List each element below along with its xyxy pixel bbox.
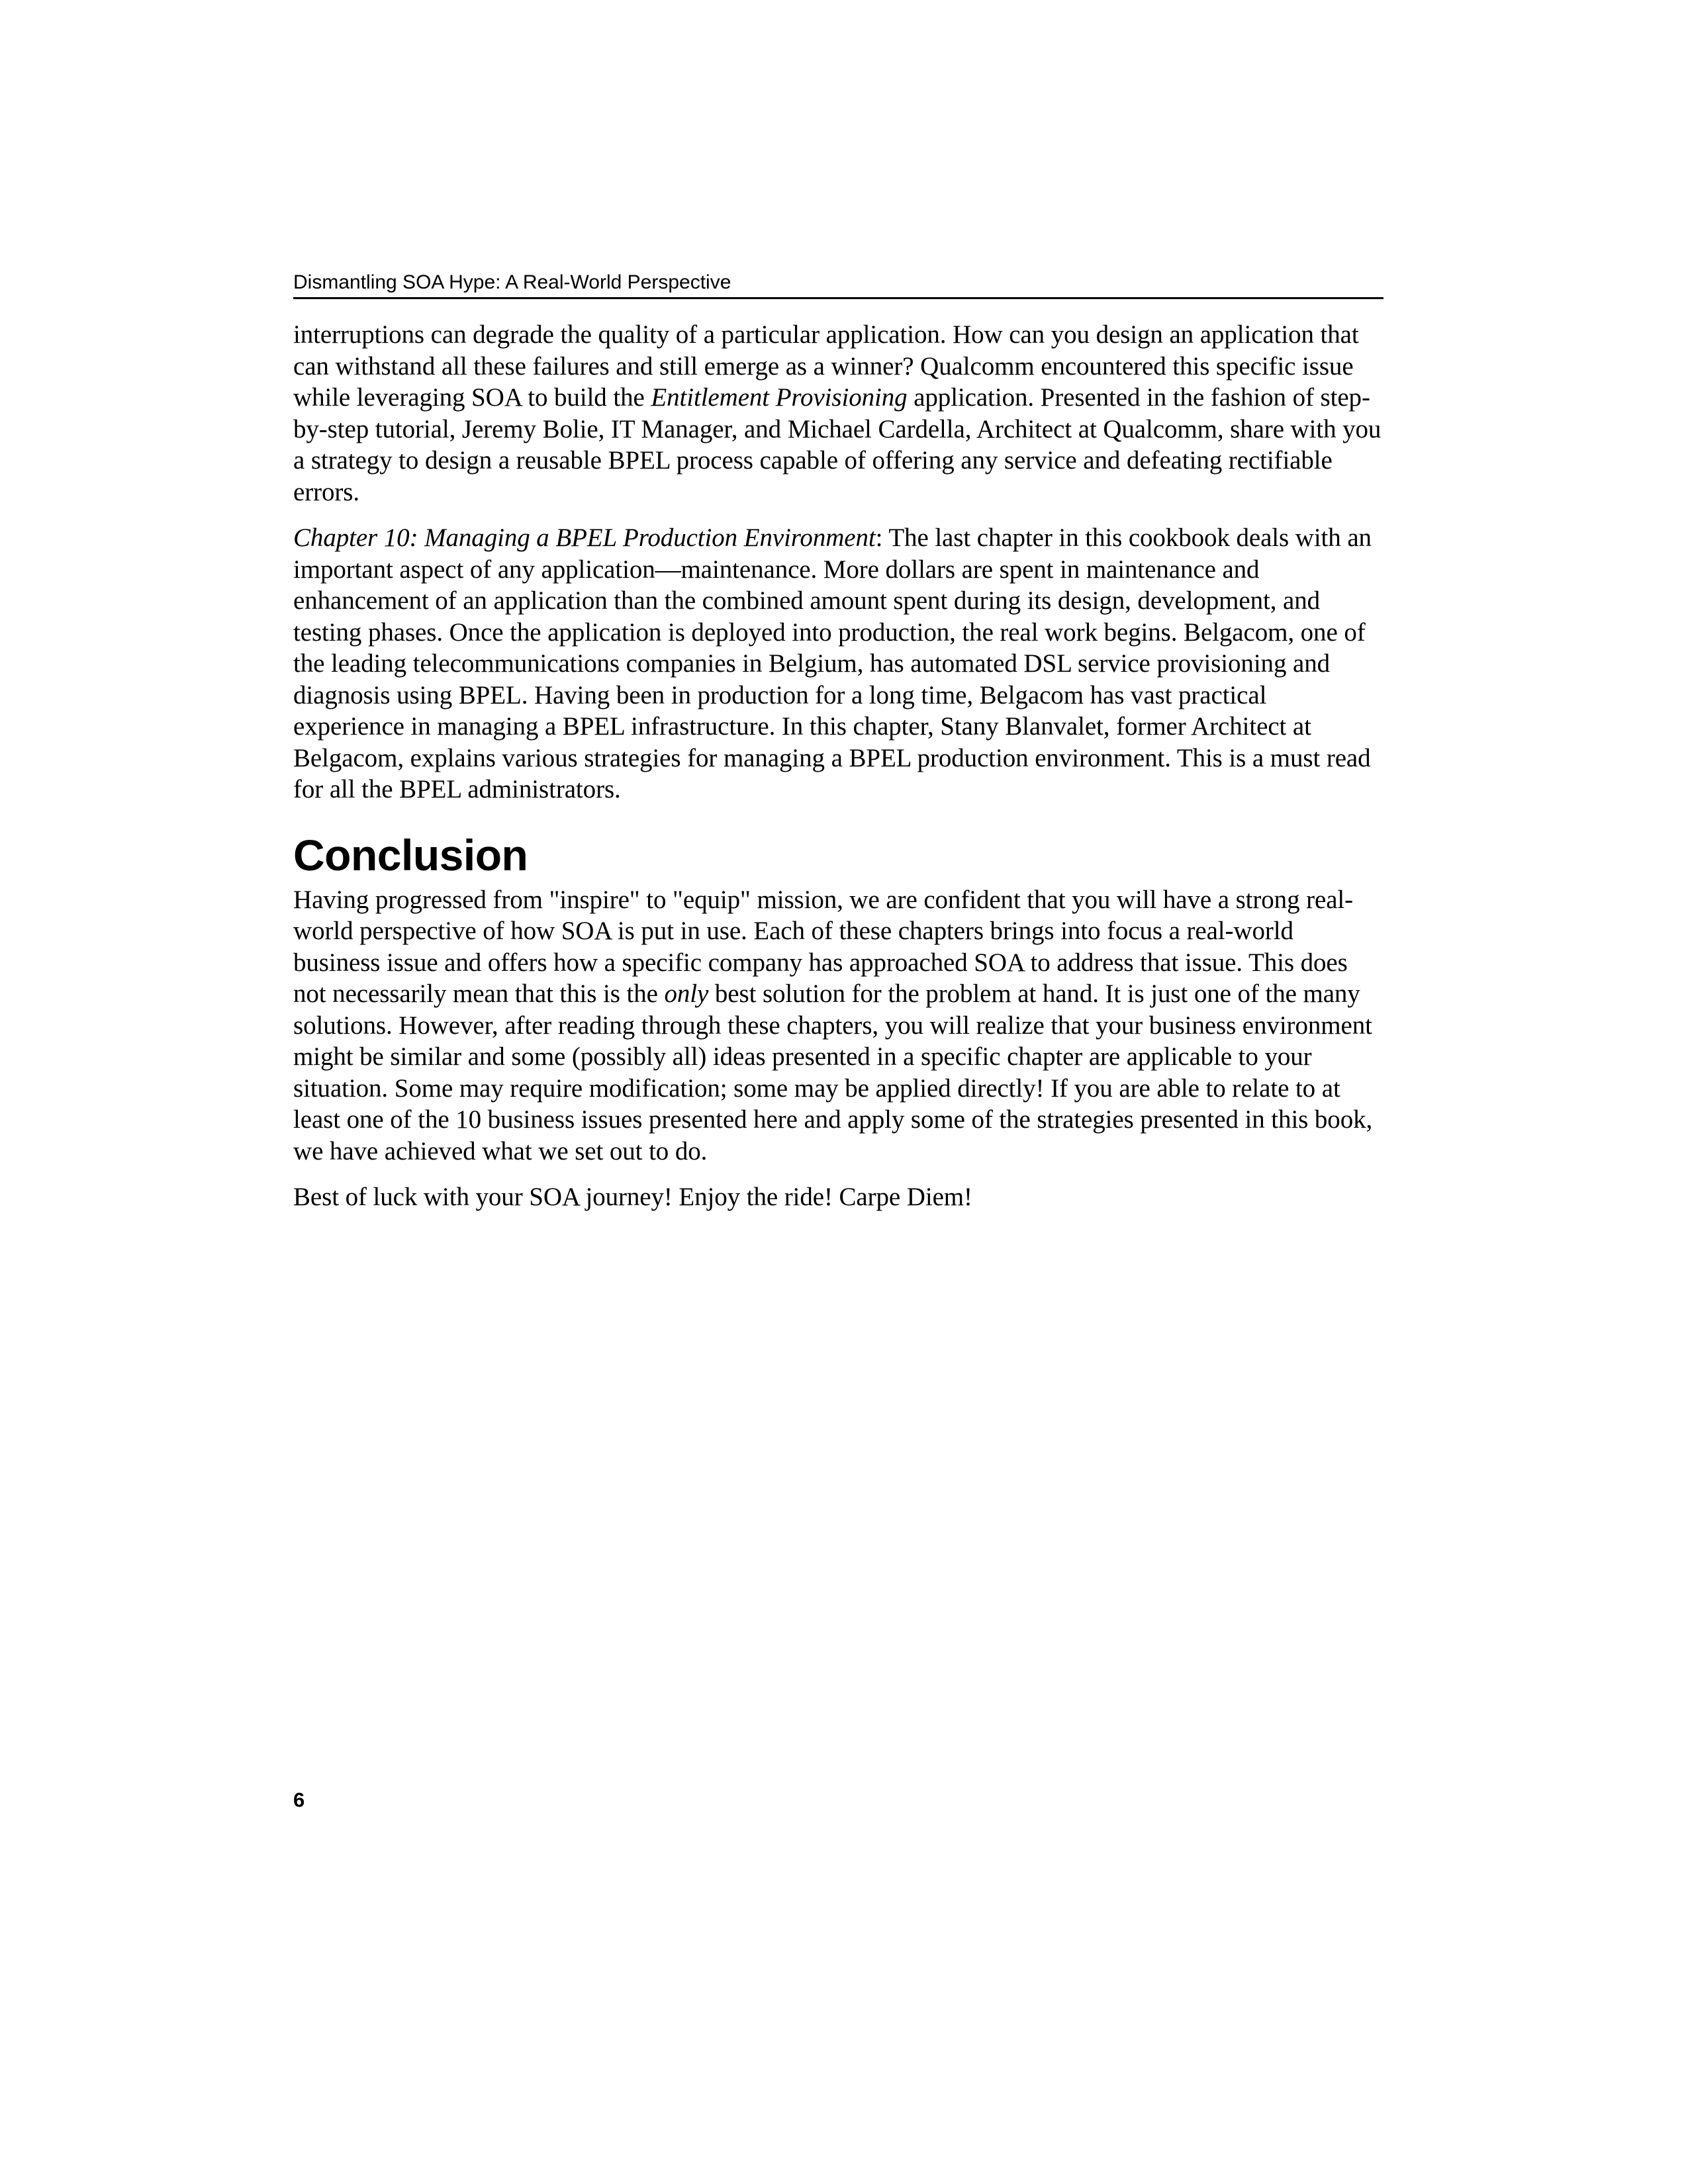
running-header-title: Dismantling SOA Hype: A Real-World Perspective <box>293 271 731 293</box>
page-body <box>293 319 1383 1228</box>
running-header <box>293 269 1383 299</box>
body-paragraph-conclusion <box>293 884 1383 1167</box>
chapter-title: Chapter 10: Managing a BPEL Production Environment <box>293 523 876 552</box>
emphasis-word: only <box>664 979 709 1008</box>
paragraph-text: Having progressed from "inspire" to "equip" mission, we are confident that you will have a strong real-world perspective of how SOA is put in use. Each of these chapters brings into focus a real-world business issue and offers how a specific company has approached SOA to address that issue. This does not necessarily mean that this is the <box>293 885 1354 1008</box>
page-number: 6 <box>293 1788 305 1811</box>
emphasis-application-name: Entitlement Provisioning <box>651 383 908 412</box>
paragraph-text: best solution for the problem at hand. It is just one of the many solutions. However, after reading through these chapters, you will realize that your business environment might be similar and some (possibly all) ideas presented in a specific chapter are applicable to your situation. Some may require modification; some may be applied directly! If you are able to relate to at least one of the 10 business issues presented here and apply some of the strategies presented in this book, we have achieved what we set out to do. <box>293 979 1373 1165</box>
body-paragraph-chapter-10 <box>293 522 1383 805</box>
paragraph-text: : The last chapter in this cookbook deals with an important aspect of any application—maintenance. More dollars are spent in maintenance and enhancement of an application than the combined amount spent during its design, development, and testing phases. Once the application is deployed into production, the real work begins. Belgacom, one of the leading telecommunications companies in Belgium, has automated DSL service provisioning and diagnosis using BPEL. Having been in production for a long time, Belgacom has vast practical experience in managing a BPEL infrastructure. In this chapter, Stany Blanvalet, former Architect at Belgacom, explains various strategies for managing a BPEL production environment. This is a must read for all the BPEL administrators. <box>293 523 1372 803</box>
body-paragraph-entitlement <box>293 319 1383 508</box>
paragraph-text: interruptions can degrade the quality of a particular application. How can you design an application that can withstand all these failures and still emerge as a winner? Qualcomm encountered this specific issue while leveraging SOA to build the <box>293 320 1359 412</box>
body-paragraph-closing: Best of luck with your SOA journey! Enjoy the ride! Carpe Diem! <box>293 1183 972 1211</box>
section-heading-conclusion: Conclusion <box>293 830 528 880</box>
paragraph-text: application. Presented in the fashion of step-by-step tutorial, Jeremy Bolie, IT Manager, and Michael Cardella, Architect at Qualcomm, share with you a strategy to design a reusable BPEL process capable of offering any service and defeating rectifiable errors. <box>293 383 1382 506</box>
